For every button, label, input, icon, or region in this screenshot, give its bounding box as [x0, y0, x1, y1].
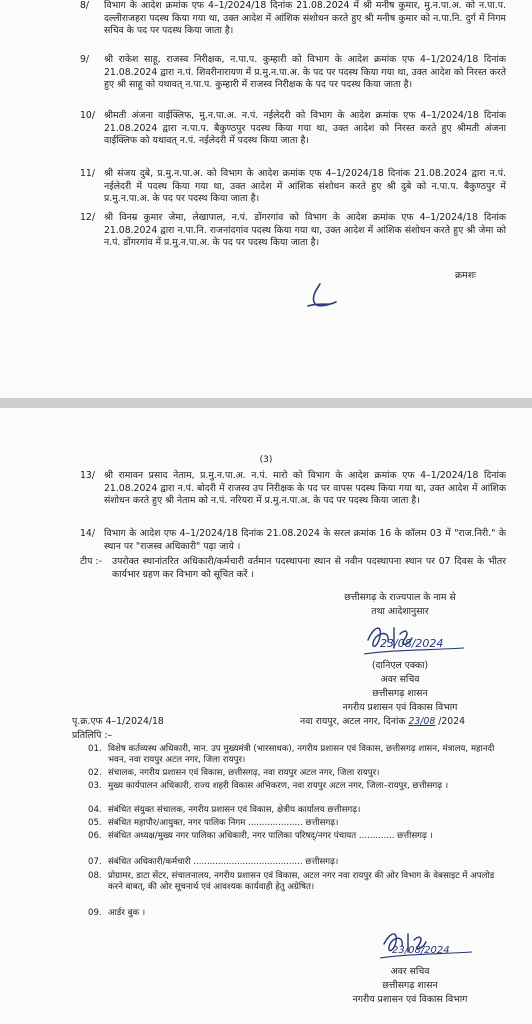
item-number: 11/: [80, 168, 95, 179]
signature-date: 23/08/2024: [392, 945, 450, 956]
distribution-number: 09.: [88, 908, 102, 918]
document-page-1: [0, 0, 532, 398]
distribution-number: 08.: [88, 871, 102, 881]
distribution-item: संबंधित अधिकारी/कर्मचारी ........................................ छत्तीसगढ़।: [108, 857, 339, 867]
distribution-number: 02.: [88, 768, 102, 778]
distribution-item: मुख्य कार्यपालन अधिकारी, राज्य शहरी विकास अभिकरण, नवा रायपुर अटल नगर, जिला–रायपुर, छत्तीसगढ़ ।: [108, 781, 449, 791]
footer-department: नगरीय प्रशासन एवं विकास विभाग: [352, 994, 468, 1005]
item-text: श्री राकेश साहू, राजस्व निरीक्षक, न.पा.प. कुम्हारी को विभाग के आदेश क्रमांक एफ 4–1/2024/18 दिनांक 21.08.2024 द्वारा न.पं. शिवरीनारायण में प्र.मु.न.पा.अ. के पद पर पदस्थ किया गया था, उक्त आदेश को निरस्त करते हुए श्री साहू को यथावत् न.पा.प. कुम्हारी में राजस्व निरीक्षक के पद पर पदस्थ किया जाता है।: [104, 54, 506, 91]
item-text: विभाग के आदेश क्रमांक एफ 4–1/2024/18 दिनांक 21.08.2024 में श्री मनीष कुमार, मु.न.पा.अ. को न.पा.प. दल्लीराजहरा पदस्थ किया गया था, उक्त आदेश में आंशिक संशोधन करते हुए श्री मनीष कुमार को न.पा.नि. दुर्ग में निगम सचिव के पद पर पदस्थ किया जाता है।: [104, 0, 506, 37]
item-text: श्री रामावन प्रसाद नेताम, प्र.मु.न.पा.अ. न.पं. मारो को विभाग के आदेश क्रमांक एफ 4–1/2024/18 दिनांक 21.08.2024 द्वारा न.पं. बोदरी में राजस्व उप निरीक्षक के पद पर वापस पदस्थ किया गया था, उक्त आदेश में आंशिक संशोधन करते हुए श्री नेताम को न.पं. नरियरा में प्र.मु.न.पा.अ. के पद पर पदस्थ किया जाता है।: [104, 470, 506, 507]
document-page-2: [0, 408, 532, 1024]
copy-label: प्रतिलिपि :–: [72, 730, 113, 741]
governor-line: छत्तीसगढ़ के राज्यपाल के नाम से: [344, 592, 456, 603]
footer-title: अवर सचिव: [390, 966, 430, 977]
place-date-day: 23/08: [408, 716, 436, 727]
item-text: श्री विनम्र कुमार जेमा, लेखापाल, न.पं. डोंगरगांव को विभाग के आदेश क्रमांक एफ 4–1/2024/18 दिनांक 21.08.2024 द्वारा न.पा.नि. राजनांदगांव पदस्थ किया गया था, उक्त आदेश में आंशिक संशोधन करते हुए श्री जेमा को न.पं. डोंगरगांव में प्र.मु.न.पा.अ. के पद पर पदस्थ किया जाता है।: [104, 212, 506, 249]
item-text: श्री संजय दुबे, प्र.मु.न.पा.अ. को विभाग के आदेश क्रमांक एफ 4–1/2024/18 दिनांक 21.08.2024 द्वारा न.पं. नईलेदरी में पदस्थ किया गया था, उक्त आदेश में आंशिक संशोधन करते हुए श्री दुबे को न.पा.प. बैकुण्ठपुर में प्र.मु.न.पा.अ. के पद पर पदस्थ किया जाता है।: [104, 168, 506, 205]
item-text: विभाग के आदेश एफ 4–1/2024/18 दिनांक 21.08.2024 के सरल क्रमांक 16 के कॉलम 03 में "राज.निरी." के स्थान पर "राजस्व अधिकारी" पढ़ा जाये ।: [104, 528, 506, 552]
item-number: 8/: [80, 0, 90, 11]
distribution-number: 05.: [88, 818, 102, 828]
page-number: (3): [259, 455, 273, 465]
memo-number: पृ.क्र.एफ 4–1/2024/18: [72, 716, 164, 727]
distribution-number: 01.: [88, 744, 102, 754]
governor-line-2: तथा आदेशानुसार: [371, 606, 429, 617]
place-date-year: /2024: [438, 716, 466, 727]
place-date: [300, 714, 465, 727]
officer-name: (दानिएल एक्का): [371, 660, 429, 671]
distribution-item: प्रोग्रामर, डाटा सेंटर, संचालनालय, नगरीय प्रशासन एवं विकास, अटल नगर नवा रायपुर की ओर विभाग के वेबसाइट में अपलोड करने बाबत्, की ओर सूचनार्थ एवं आवश्यक कार्यवाही हेतु अग्रेषित।: [108, 871, 495, 892]
item-number: 13/: [80, 470, 95, 481]
endorsement-signature: [376, 928, 476, 968]
distribution-number: 07.: [88, 857, 102, 867]
distribution-item: विशेष कर्तव्यस्थ अधिकारी, मान. उप मुख्यमंत्री (भारसाधक), नगरीय प्रशासन एवं विकास, छत्तीसगढ़ शासन, मंत्रालय, महानदी भवन, नवा रायपुर अटल नगर, जिला रायपुर।: [108, 744, 495, 765]
initials-signature: [302, 282, 342, 312]
item-number: 14/: [80, 528, 95, 539]
note-label: टीप :-: [80, 556, 102, 567]
signature-date: 23/08/2024: [380, 637, 444, 650]
footer-government: छत्तीसगढ़ शासन: [382, 980, 438, 991]
place-date-prefix: नवा रायपुर, अटल नगर, दिनांक: [300, 716, 406, 727]
item-number: 9/: [80, 54, 90, 65]
note-text: उपरोक्त स्थानांतरित अधिकारी/कर्मचारी वर्तमान पदस्थापना स्थान से नवीन पदस्थापना स्थान पर 07 दिवस के भीतर कार्यभार ग्रहण कर विभाग को सूचित करें ।: [112, 556, 506, 580]
distribution-item: आर्डर बुक ।: [108, 908, 146, 918]
item-number: 12/: [80, 212, 95, 223]
distribution-number: 06.: [88, 831, 102, 841]
distribution-number: 04.: [88, 805, 102, 815]
distribution-item: संचालक, नगरीय प्रशासन एवं विकास, छत्तीसगढ़, नवा रायपुर अटल नगर, जिला रायपुर।: [108, 768, 380, 778]
distribution-number: 03.: [88, 781, 102, 791]
distribution-item: संबंधित संयुक्त संचालक, नगरीय प्रशासन एवं विकास, क्षेत्रीय कार्यालय छत्तीसगढ़।: [108, 805, 361, 815]
department-name: नगरीय प्रशासन एवं विकास विभाग: [342, 702, 458, 713]
continued-marker: क्रमशः: [455, 270, 476, 281]
distribution-item: संबंधित अध्यक्ष/मुख्य नगर पालिका अधिकारी, नगर पालिका परिषद्/नगर पंचायत ............. छत्तीसगढ़ ।: [108, 831, 433, 841]
item-number: 10/: [80, 110, 95, 121]
distribution-item: संबंधित महापौर/आयुक्त, नगर पालिक निगम .................... छत्तीसगढ़।: [108, 818, 339, 828]
item-text: श्रीमती अंजना वाईक्लिफ, मु.न.पा.अ. न.पं. नईलेदरी को विभाग के आदेश क्रमांक एफ 4–1/2024/18 दिनांक 21.08.2024 द्वारा न.पा.प. बैकुण्ठपुर पदस्थ किया गया था, उक्त आदेश को निरस्त करते हुए श्रीमती अंजना वाईक्लिफ को यथावत् न.पं. नईलेदरी में पदस्थ किया जाता है।: [104, 110, 506, 147]
officer-title: अवर सचिव: [380, 674, 420, 685]
government-name: छत्तीसगढ़ शासन: [372, 688, 428, 699]
